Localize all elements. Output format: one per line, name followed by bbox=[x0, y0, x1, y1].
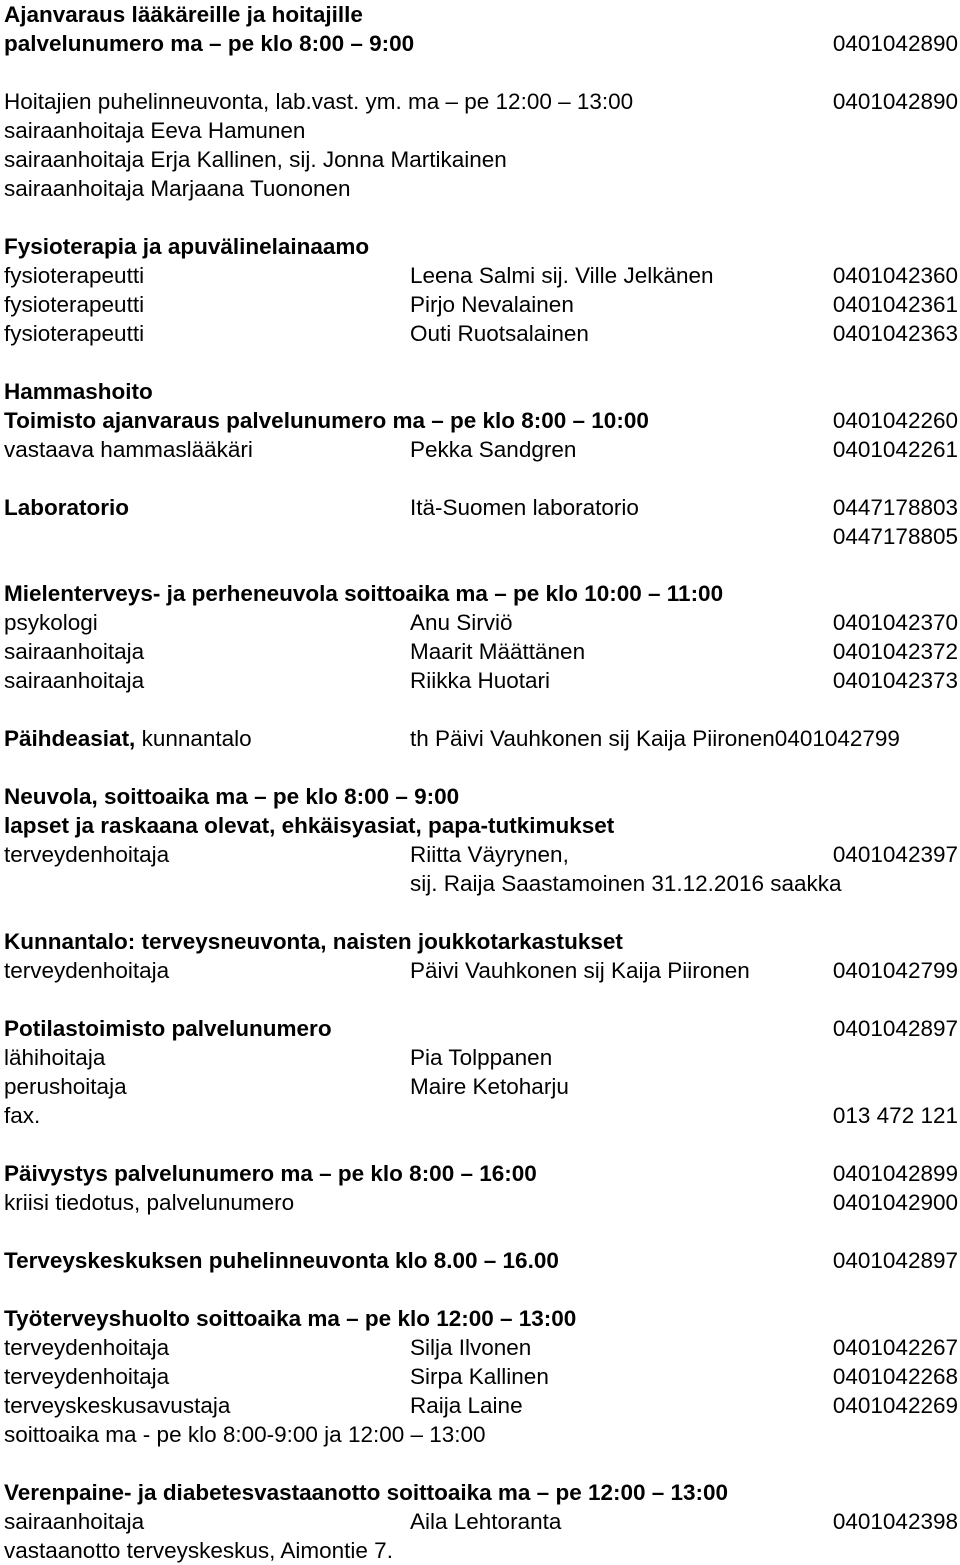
section-town-hall-heading bbox=[4, 927, 958, 956]
contact-row bbox=[4, 956, 958, 985]
contact-row bbox=[4, 261, 958, 290]
role: fysioterapeutti bbox=[4, 291, 145, 317]
nurse-advice-line bbox=[4, 87, 958, 116]
note-text: soittoaika ma - pe klo 8:00-9:00 ja 12:00 – 13:00 bbox=[4, 1421, 486, 1447]
heading-text: Fysioterapia ja apuvälinelainaamo bbox=[4, 233, 370, 259]
nurse-line bbox=[4, 145, 958, 174]
contact-row bbox=[4, 1391, 958, 1420]
substitute-note bbox=[4, 869, 958, 898]
phone-number: 0401042360 bbox=[832, 262, 958, 288]
section-dental-heading bbox=[4, 377, 958, 406]
phone-number: 0401042897 bbox=[832, 1016, 958, 1042]
contact-row bbox=[4, 1072, 958, 1101]
phone-number: 0401042900 bbox=[832, 1189, 958, 1215]
role: terveydenhoitaja bbox=[4, 1363, 170, 1389]
heading-text: Työterveyshuolto soittoaika ma – pe klo 12:00 – 13:00 bbox=[4, 1305, 577, 1331]
person-name: Sirpa Kallinen bbox=[410, 1363, 549, 1389]
person-name: Aila Lehtoranta bbox=[410, 1508, 562, 1534]
phone-number: 0401042897 bbox=[832, 1247, 958, 1273]
section-clinic-heading bbox=[4, 782, 958, 811]
section-clinic-subheading bbox=[4, 811, 958, 840]
section-blood-pressure-heading bbox=[4, 1478, 958, 1507]
role: perushoitaja bbox=[4, 1074, 127, 1100]
fax-label: fax. bbox=[4, 1103, 41, 1129]
section-health-center-advice bbox=[4, 1246, 958, 1275]
heading-text: Kunnantalo: terveysneuvonta, naisten joukkotarkastukset bbox=[4, 929, 623, 955]
section-mental-health-heading bbox=[4, 579, 958, 608]
contact-row bbox=[4, 608, 958, 637]
phone-number: 0401042361 bbox=[832, 291, 958, 317]
section-laboratory bbox=[4, 493, 958, 522]
phone-number: 0401042397 bbox=[832, 842, 958, 868]
heading-text: Päivystys palvelunumero ma – pe klo 8:00 – 16:00 bbox=[4, 1160, 537, 1186]
section-lab-booking-heading bbox=[4, 0, 958, 29]
person-name: Pirjo Nevalainen bbox=[410, 291, 574, 317]
contact-row bbox=[4, 666, 958, 695]
contact-row bbox=[4, 840, 958, 869]
person-name: Leena Salmi sij. Ville Jelkänen bbox=[410, 262, 714, 288]
heading-text: lapset ja raskaana olevat, ehkäisyasiat, papa-tutkimukset bbox=[4, 813, 615, 839]
role: terveyskeskusavustaja bbox=[4, 1392, 231, 1418]
note-text: sij. Raija Saastamoinen 31.12.2016 saakka bbox=[410, 871, 842, 897]
contact-row bbox=[4, 319, 958, 348]
phone-number: 0401042398 bbox=[832, 1508, 958, 1534]
role: terveydenhoitaja bbox=[4, 958, 170, 984]
heading-text: Terveyskeskuksen puhelinneuvonta klo 8.00 – 16.00 bbox=[4, 1247, 559, 1273]
phone-number: 0447178803 bbox=[832, 494, 958, 520]
phone-number: 0401042269 bbox=[832, 1392, 958, 1418]
section-lab-booking-line2 bbox=[4, 29, 958, 58]
person-name: Silja Ilvonen bbox=[410, 1334, 532, 1360]
text: sairaanhoitaja Erja Kallinen, sij. Jonna Martikainen bbox=[4, 146, 507, 172]
phone-number: 0401042268 bbox=[832, 1363, 958, 1389]
heading-text: Toimisto ajanvaraus palvelunumero ma – pe klo 8:00 – 10:00 bbox=[4, 407, 649, 433]
organization-name: Itä-Suomen laboratorio bbox=[410, 494, 639, 520]
text: Hoitajien puhelinneuvonta, lab.vast. ym. ma – pe 12:00 – 13:00 bbox=[4, 88, 634, 114]
heading-text: Laboratorio bbox=[4, 494, 130, 520]
phone-number: 0401042890 bbox=[832, 31, 958, 56]
role: terveydenhoitaja bbox=[4, 1334, 170, 1360]
section-physio-heading bbox=[4, 232, 958, 261]
person-name: Päivi Vauhkonen sij Kaija Piironen bbox=[410, 958, 750, 984]
phone-number: 0401042890 bbox=[832, 88, 958, 114]
role: lähihoitaja bbox=[4, 1045, 106, 1071]
heading-text: Päihdeasiat, bbox=[4, 726, 136, 752]
role: terveydenhoitaja bbox=[4, 842, 170, 868]
phone-number: 0447178805 bbox=[832, 523, 958, 549]
section-occupational-health-heading bbox=[4, 1304, 958, 1333]
section-substance-abuse bbox=[4, 724, 958, 753]
section-patient-office bbox=[4, 1014, 958, 1043]
heading-text: Ajanvaraus lääkäreille ja hoitajille bbox=[4, 2, 363, 27]
contact-row bbox=[4, 1507, 958, 1536]
phone-number: 0401042370 bbox=[832, 610, 958, 636]
person-name: Riikka Huotari bbox=[410, 668, 551, 694]
heading-text: Neuvola, soittoaika ma – pe klo 8:00 – 9:00 bbox=[4, 784, 460, 810]
heading-text: Verenpaine- ja diabetesvastaanotto soittoaika ma – pe 12:00 – 13:00 bbox=[4, 1479, 729, 1505]
person-name: Riitta Väyrynen, bbox=[410, 842, 569, 868]
phone-number: 0401042267 bbox=[832, 1334, 958, 1360]
role: fysioterapeutti bbox=[4, 320, 145, 346]
person-name: Raija Laine bbox=[410, 1392, 523, 1418]
location-text: kunnantalo bbox=[135, 726, 252, 752]
text: sairaanhoitaja Eeva Hamunen bbox=[4, 117, 306, 143]
nurse-line bbox=[4, 116, 958, 145]
text: sairaanhoitaja Marjaana Tuononen bbox=[4, 175, 351, 201]
phone-number: 0401042899 bbox=[832, 1160, 958, 1186]
phone-number: 0401042372 bbox=[832, 639, 958, 665]
role: sairaanhoitaja bbox=[4, 639, 145, 665]
call-hours-note bbox=[4, 1420, 958, 1449]
phone-number: 0401042799 bbox=[832, 958, 958, 984]
person-name: Pia Tolppanen bbox=[410, 1045, 553, 1071]
phone-number: 0401042373 bbox=[832, 668, 958, 694]
phone-number: 0401042363 bbox=[832, 320, 958, 346]
phone-number: 0401042261 bbox=[832, 436, 958, 462]
contact-row bbox=[4, 1043, 958, 1072]
contact-row bbox=[4, 290, 958, 319]
person-name: Pekka Sandgren bbox=[410, 436, 577, 462]
location-note bbox=[4, 1536, 958, 1565]
person-name: Maarit Määttänen bbox=[410, 639, 586, 665]
laboratory-phone2 bbox=[4, 522, 958, 551]
dental-booking-line bbox=[4, 406, 958, 435]
contact-row bbox=[4, 1362, 958, 1391]
fax-number: 013 472 121 bbox=[832, 1103, 958, 1129]
person-name: Outi Ruotsalainen bbox=[410, 320, 589, 346]
heading-text: palvelunumero ma – pe klo 8:00 – 9:00 bbox=[4, 31, 415, 56]
text: kriisi tiedotus, palvelunumero bbox=[4, 1189, 295, 1215]
heading-text: Mielenterveys- ja perheneuvola soittoaika ma – pe klo 10:00 – 11:00 bbox=[4, 581, 724, 607]
contact-directory bbox=[4, 0, 958, 1565]
contact-text: th Päivi Vauhkonen sij Kaija Piironen0401042799 bbox=[410, 726, 900, 752]
role: sairaanhoitaja bbox=[4, 668, 145, 694]
person-name: Anu Sirviö bbox=[410, 610, 513, 636]
contact-row bbox=[4, 1333, 958, 1362]
heading-text: Potilastoimisto palvelunumero bbox=[4, 1016, 332, 1042]
phone-number: 0401042260 bbox=[832, 407, 958, 433]
role: psykologi bbox=[4, 610, 98, 636]
crisis-line bbox=[4, 1188, 958, 1217]
section-emergency bbox=[4, 1159, 958, 1188]
nurse-line bbox=[4, 174, 958, 203]
person-name: Maire Ketoharju bbox=[410, 1074, 569, 1100]
role: fysioterapeutti bbox=[4, 262, 145, 288]
heading-group bbox=[4, 724, 252, 753]
note-text: vastaanotto terveyskeskus, Aimontie 7. bbox=[4, 1537, 393, 1563]
contact-row bbox=[4, 637, 958, 666]
role: vastaava hammaslääkäri bbox=[4, 436, 253, 462]
role: sairaanhoitaja bbox=[4, 1508, 145, 1534]
contact-row bbox=[4, 435, 958, 464]
heading-text: Hammashoito bbox=[4, 378, 153, 404]
fax-row bbox=[4, 1101, 958, 1130]
